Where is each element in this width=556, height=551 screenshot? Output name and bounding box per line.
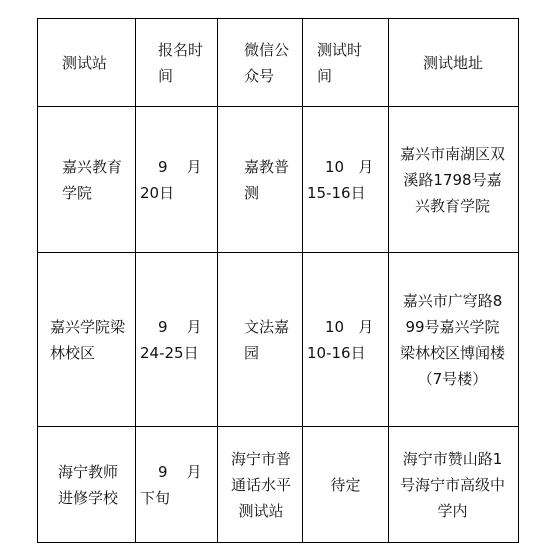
signup-month: 9 月 [158, 462, 202, 481]
wechat-cell [218, 427, 303, 543]
signup-time-cell [136, 107, 218, 253]
signup-days: 下旬 [140, 488, 171, 507]
signup-month: 9 月 [158, 317, 202, 336]
station-cell [38, 253, 136, 427]
table-row [38, 427, 519, 543]
header-test-time-cell [303, 19, 389, 107]
station-name: 嘉兴学院梁林校区 [50, 317, 126, 362]
table-row [38, 253, 519, 427]
test-station-table [37, 18, 519, 543]
signup-time [136, 314, 217, 366]
header-wechat: 微信公众号 [244, 40, 290, 85]
signup-days: 24-25日 [140, 343, 199, 362]
signup-time-cell [136, 253, 218, 427]
header-station: 测试站 [62, 53, 108, 72]
wechat-cell [218, 253, 303, 427]
signup-time-cell [136, 427, 218, 543]
test-days: 10-16日 [307, 343, 366, 362]
test-time-cell [303, 427, 389, 543]
header-wechat-cell [218, 19, 303, 107]
address-text: 嘉兴市广穹路899号嘉兴学院梁林校区博闻楼（7号楼） [399, 291, 505, 388]
test-time [303, 154, 388, 206]
signup-time [136, 459, 217, 511]
signup-month: 9 月 [158, 157, 202, 176]
test-time-cell [303, 253, 389, 427]
table-header-row [38, 19, 519, 107]
address-text: 嘉兴市南湖区双溪路1798号嘉兴教育学院 [399, 144, 505, 215]
station-name: 海宁教师进修学校 [58, 462, 119, 507]
header-station-cell [38, 19, 136, 107]
header-address-cell [389, 19, 519, 107]
test-month: 10 月 [325, 157, 374, 176]
test-time: 待定 [330, 475, 361, 494]
signup-time [136, 154, 217, 206]
address-cell [389, 427, 519, 543]
table-row [38, 107, 519, 253]
wechat-account: 嘉教普测 [244, 157, 290, 202]
header-signup-time-cell [136, 19, 218, 107]
address-cell [389, 107, 519, 253]
test-time-cell [303, 107, 389, 253]
wechat-cell [218, 107, 303, 253]
test-month: 10 月 [325, 317, 374, 336]
header-test-time: 测试时间 [317, 40, 363, 85]
test-days: 15-16日 [307, 183, 366, 202]
address-cell [389, 253, 519, 427]
wechat-account: 海宁市普通话水平测试站 [230, 449, 291, 520]
station-name: 嘉兴教育学院 [62, 157, 123, 202]
address-text: 海宁市赞山路1号海宁市高级中学内 [399, 449, 505, 520]
signup-days: 20日 [140, 183, 175, 202]
header-signup-time: 报名时间 [158, 40, 204, 85]
station-cell [38, 107, 136, 253]
test-time [303, 314, 388, 366]
header-address: 测试地址 [423, 53, 484, 72]
wechat-account: 文法嘉园 [244, 317, 290, 362]
station-cell [38, 427, 136, 543]
